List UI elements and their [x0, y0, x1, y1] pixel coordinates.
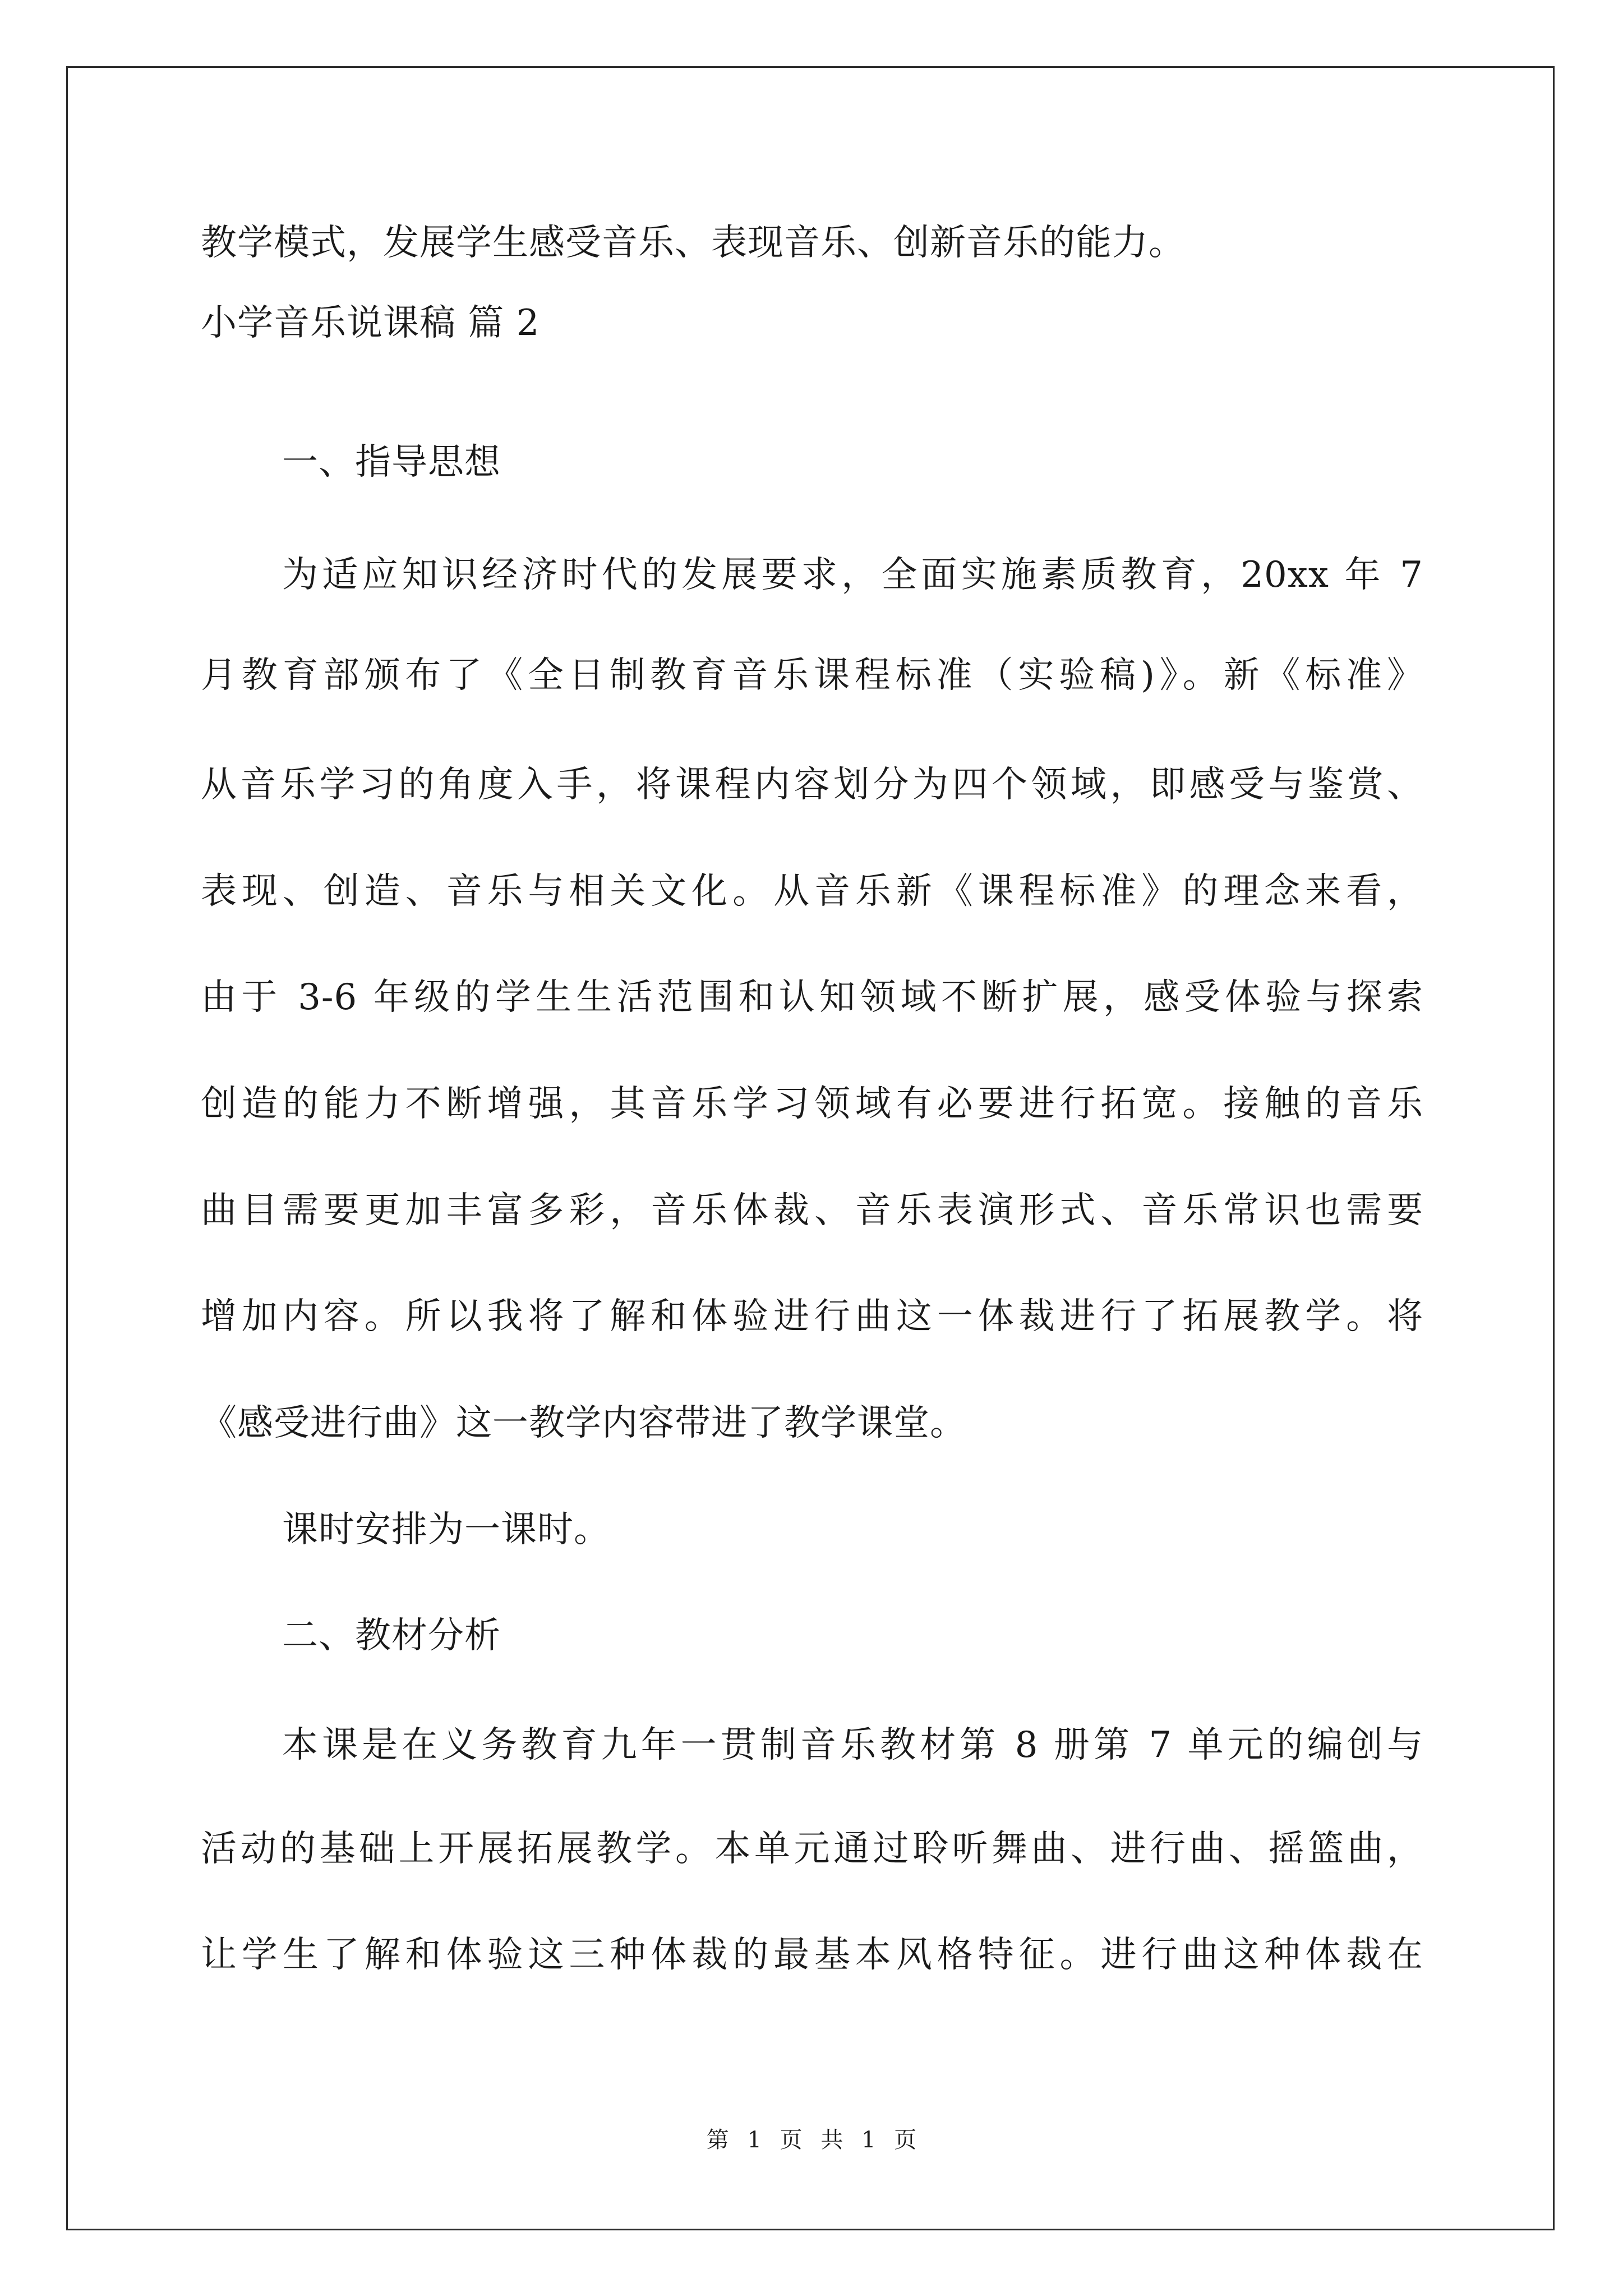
body-line: 活动的基础上开展拓展教学。本单元通过聆听舞曲、进行曲、摇篮曲，: [201, 1828, 1423, 1870]
body-line: 曲目需要更加丰富多彩，音乐体裁、音乐表演形式、音乐常识也需要: [201, 1190, 1423, 1231]
body-line: 为适应知识经济时代的发展要求，全面实施素质教育，20xx 年 7: [282, 554, 1423, 596]
heading-material-analysis: 二、教材分析: [282, 1615, 501, 1657]
body-line: 从音乐学习的角度入手，将课程内容划分为四个领域，即感受与鉴赏、: [201, 764, 1423, 806]
body-line: 增加内容。所以我将了解和体验进行曲这一体裁进行了拓展教学。将: [201, 1296, 1423, 1337]
section-title: 小学音乐说课稿 篇 2: [201, 302, 540, 344]
heading-guiding-thought: 一、指导思想: [282, 441, 501, 483]
body-line: 让学生了解和体验这三种体裁的最基本风格特征。进行曲这种体裁在: [201, 1934, 1423, 1976]
body-line: 本课是在义务教育九年一贯制音乐教材第 8 册第 7 单元的编创与: [282, 1724, 1423, 1766]
body-line: 由于 3-6 年级的学生生活范围和认知领域不断扩展，感受体验与探索: [201, 977, 1423, 1018]
body-line: 月教育部颁布了《全日制教育音乐课程标准（实验稿)》。新《标准》: [201, 655, 1423, 696]
body-line: 《感受进行曲》这一教学内容带进了教学课堂。: [201, 1402, 966, 1444]
body-line: 创造的能力不断增强，其音乐学习领域有必要进行拓宽。接触的音乐: [201, 1083, 1423, 1125]
body-line: 教学模式，发展学生感受音乐、表现音乐、创新音乐的能力。: [201, 222, 1185, 264]
body-line: 表现、创造、音乐与相关文化。从音乐新《课程标准》的理念来看，: [201, 871, 1423, 912]
page-footer: 第 1 页 共 1 页: [706, 2127, 917, 2153]
body-line: 课时安排为一课时。: [282, 1509, 610, 1550]
page-border: [66, 66, 1555, 2230]
